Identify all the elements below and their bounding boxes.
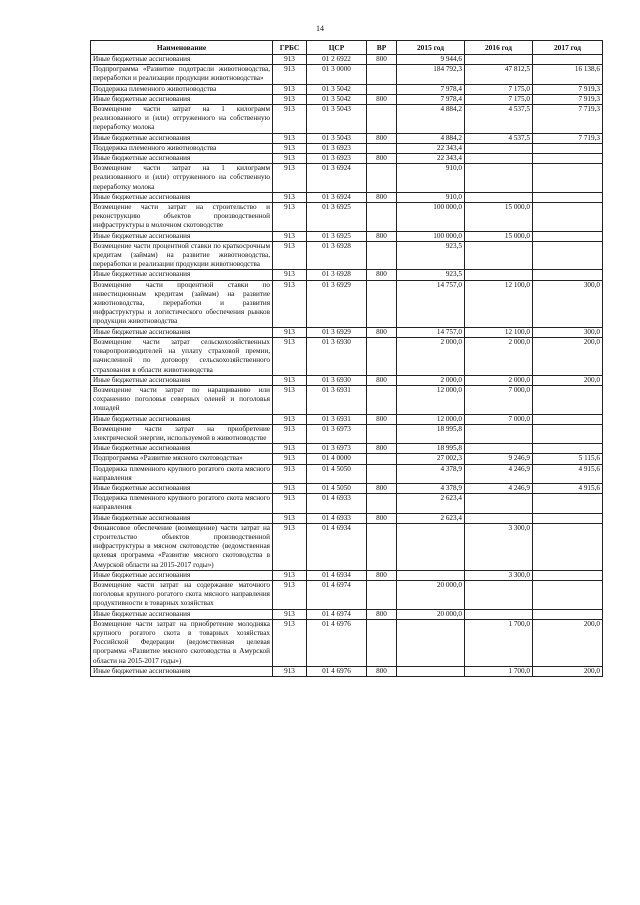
- table-row: [91, 231, 603, 241]
- row-2016-cell: 15 000,0: [465, 231, 533, 241]
- row-name-cell: Иные бюджетные ассигнования: [91, 133, 273, 143]
- row-2017-cell: 7 919,3: [533, 94, 603, 104]
- row-name-cell: Иные бюджетные ассигнования: [91, 270, 273, 280]
- row-csr-cell: 01 4 6976: [307, 619, 367, 666]
- row-name-cell: Иные бюджетные ассигнования: [91, 570, 273, 580]
- row-2015-cell: 4 884,2: [397, 105, 465, 134]
- row-vr-cell: [367, 337, 397, 375]
- row-grbs-cell: 913: [273, 94, 307, 104]
- row-grbs-cell: 913: [273, 327, 307, 337]
- row-csr-cell: 01 3 5042: [307, 94, 367, 104]
- row-2016-cell: 1 700,0: [465, 619, 533, 666]
- column-header-name: Наименование: [91, 41, 273, 55]
- row-2016-cell: [465, 241, 533, 270]
- row-vr-cell: 800: [367, 94, 397, 104]
- row-name-cell: Возмещение части затрат на приобретение электрической энергии, используемой в животноводстве: [91, 424, 273, 443]
- row-2017-cell: 200,0: [533, 619, 603, 666]
- row-grbs-cell: 913: [273, 84, 307, 94]
- row-grbs-cell: 913: [273, 375, 307, 385]
- row-vr-cell: [367, 464, 397, 483]
- row-2015-cell: 7 978,4: [397, 94, 465, 104]
- row-2017-cell: 16 138,6: [533, 65, 603, 84]
- row-csr-cell: 01 3 6923: [307, 143, 367, 153]
- row-vr-cell: [367, 424, 397, 443]
- row-csr-cell: 01 3 6924: [307, 192, 367, 202]
- row-name-cell: Иные бюджетные ассигнования: [91, 154, 273, 164]
- row-vr-cell: 800: [367, 513, 397, 523]
- row-grbs-cell: 913: [273, 241, 307, 270]
- table-row: [91, 192, 603, 202]
- row-grbs-cell: 913: [273, 164, 307, 193]
- row-2015-cell: 14 757,0: [397, 280, 465, 327]
- row-csr-cell: 01 3 6930: [307, 375, 367, 385]
- table-row: [91, 414, 603, 424]
- row-grbs-cell: 913: [273, 270, 307, 280]
- row-grbs-cell: 913: [273, 444, 307, 454]
- row-2016-cell: [465, 580, 533, 609]
- row-2015-cell: 4 884,2: [397, 133, 465, 143]
- row-csr-cell: 01 3 6925: [307, 203, 367, 232]
- row-grbs-cell: 913: [273, 570, 307, 580]
- table-row: [91, 483, 603, 493]
- row-name-cell: Иные бюджетные ассигнования: [91, 94, 273, 104]
- row-2017-cell: 300,0: [533, 280, 603, 327]
- row-grbs-cell: 913: [273, 483, 307, 493]
- row-name-cell: Иные бюджетные ассигнования: [91, 483, 273, 493]
- row-2015-cell: 22 343,4: [397, 154, 465, 164]
- row-2017-cell: [533, 385, 603, 414]
- row-name-cell: Иные бюджетные ассигнования: [91, 513, 273, 523]
- row-name-cell: Поддержка племенного животноводства: [91, 143, 273, 153]
- row-csr-cell: 01 4 0000: [307, 454, 367, 464]
- table-row: [91, 385, 603, 414]
- row-2016-cell: [465, 513, 533, 523]
- row-2016-cell: 7 175,0: [465, 84, 533, 94]
- table-row: [91, 424, 603, 443]
- row-name-cell: Подпрограмма «Развитие подотрасли животноводства, переработки и реализации продукции животноводства»: [91, 65, 273, 84]
- table-row: [91, 444, 603, 454]
- table-row: [91, 241, 603, 270]
- table-row: [91, 580, 603, 609]
- row-grbs-cell: 913: [273, 203, 307, 232]
- table-row: [91, 55, 603, 65]
- row-2016-cell: 4 246,9: [465, 464, 533, 483]
- row-2016-cell: 4 246,9: [465, 483, 533, 493]
- row-name-cell: Возмещение части затрат сельскохозяйственных товаропроизводителей на уплату страховой премии, начисленной по договору сельскохозяйственного страхования в области животноводства: [91, 337, 273, 375]
- row-2016-cell: [465, 444, 533, 454]
- row-2016-cell: 1 700,0: [465, 666, 533, 676]
- row-2016-cell: 4 537,5: [465, 105, 533, 134]
- row-2016-cell: 3 300,0: [465, 570, 533, 580]
- table-row: [91, 270, 603, 280]
- table-row: [91, 164, 603, 193]
- table-row: [91, 84, 603, 94]
- row-2017-cell: [533, 192, 603, 202]
- row-name-cell: Иные бюджетные ассигнования: [91, 444, 273, 454]
- row-csr-cell: 01 3 6973: [307, 444, 367, 454]
- row-2016-cell: 4 537,5: [465, 133, 533, 143]
- row-2016-cell: [465, 154, 533, 164]
- row-2016-cell: [465, 270, 533, 280]
- row-csr-cell: 01 3 5043: [307, 105, 367, 134]
- row-2017-cell: 7 719,3: [533, 133, 603, 143]
- row-2016-cell: 2 000,0: [465, 375, 533, 385]
- row-grbs-cell: 913: [273, 619, 307, 666]
- row-csr-cell: 01 4 5050: [307, 483, 367, 493]
- row-2016-cell: 12 100,0: [465, 327, 533, 337]
- row-grbs-cell: 913: [273, 65, 307, 84]
- row-name-cell: Иные бюджетные ассигнования: [91, 609, 273, 619]
- row-name-cell: Подпрограмма «Развитие мясного скотоводства»: [91, 454, 273, 464]
- row-grbs-cell: 913: [273, 133, 307, 143]
- row-vr-cell: 800: [367, 570, 397, 580]
- row-2015-cell: 7 978,4: [397, 84, 465, 94]
- row-grbs-cell: 913: [273, 580, 307, 609]
- row-csr-cell: 01 4 6976: [307, 666, 367, 676]
- column-header-2017: 2017 год: [533, 41, 603, 55]
- row-2016-cell: 9 246,9: [465, 454, 533, 464]
- row-csr-cell: 01 4 6933: [307, 513, 367, 523]
- table-row: [91, 619, 603, 666]
- row-2017-cell: 200,0: [533, 337, 603, 375]
- row-2015-cell: 12 000,0: [397, 414, 465, 424]
- row-csr-cell: 01 3 6929: [307, 327, 367, 337]
- row-2015-cell: 2 623,4: [397, 513, 465, 523]
- table-row: [91, 154, 603, 164]
- row-2016-cell: [465, 55, 533, 65]
- row-2015-cell: 100 000,0: [397, 231, 465, 241]
- row-2017-cell: [533, 154, 603, 164]
- row-2017-cell: [533, 164, 603, 193]
- row-2015-cell: 18 995,8: [397, 444, 465, 454]
- row-2016-cell: 47 812,5: [465, 65, 533, 84]
- row-csr-cell: 01 4 5050: [307, 464, 367, 483]
- row-2017-cell: [533, 570, 603, 580]
- row-vr-cell: 800: [367, 327, 397, 337]
- row-2015-cell: 923,5: [397, 241, 465, 270]
- row-2015-cell: 20 000,0: [397, 580, 465, 609]
- row-vr-cell: 800: [367, 375, 397, 385]
- row-vr-cell: 800: [367, 154, 397, 164]
- row-2015-cell: 910,0: [397, 164, 465, 193]
- row-vr-cell: [367, 143, 397, 153]
- row-2017-cell: 4 915,6: [533, 483, 603, 493]
- row-2017-cell: [533, 55, 603, 65]
- row-2017-cell: 5 115,6: [533, 454, 603, 464]
- row-name-cell: Иные бюджетные ассигнования: [91, 231, 273, 241]
- row-name-cell: Возмещение части затрат на содержание маточного поголовья крупного рогатого скота мясного направления продуктивности в товарных хозяйствах: [91, 580, 273, 609]
- table-row: [91, 609, 603, 619]
- row-vr-cell: 800: [367, 231, 397, 241]
- row-csr-cell: 01 3 6928: [307, 270, 367, 280]
- row-2016-cell: 2 000,0: [465, 337, 533, 375]
- row-grbs-cell: 913: [273, 143, 307, 153]
- row-2015-cell: 14 757,0: [397, 327, 465, 337]
- row-2016-cell: [465, 192, 533, 202]
- row-csr-cell: 01 3 6925: [307, 231, 367, 241]
- row-2015-cell: 9 944,6: [397, 55, 465, 65]
- row-csr-cell: 01 4 6934: [307, 570, 367, 580]
- row-vr-cell: [367, 580, 397, 609]
- column-header-2015: 2015 год: [397, 41, 465, 55]
- row-csr-cell: 01 4 6974: [307, 580, 367, 609]
- column-header-vr: ВР: [367, 41, 397, 55]
- row-csr-cell: 01 2 6922: [307, 55, 367, 65]
- row-2017-cell: [533, 414, 603, 424]
- row-name-cell: Поддержка племенного крупного рогатого скота мясного направления: [91, 464, 273, 483]
- row-csr-cell: 01 3 6973: [307, 424, 367, 443]
- table-row: [91, 143, 603, 153]
- row-2015-cell: 2 000,0: [397, 375, 465, 385]
- row-2015-cell: 910,0: [397, 192, 465, 202]
- table-row: [91, 570, 603, 580]
- row-2015-cell: 18 995,8: [397, 424, 465, 443]
- table-row: [91, 375, 603, 385]
- row-csr-cell: 01 3 6929: [307, 280, 367, 327]
- row-2015-cell: 2 623,4: [397, 494, 465, 513]
- table-row: [91, 513, 603, 523]
- row-grbs-cell: 913: [273, 454, 307, 464]
- row-csr-cell: 01 4 6934: [307, 523, 367, 570]
- row-name-cell: Возмещение части затрат на 1 килограмм реализованного и (или) отгруженного на собственную переработку молока: [91, 105, 273, 134]
- row-csr-cell: 01 3 5043: [307, 133, 367, 143]
- row-2017-cell: 200,0: [533, 375, 603, 385]
- row-grbs-cell: 913: [273, 414, 307, 424]
- row-vr-cell: 800: [367, 414, 397, 424]
- row-name-cell: Иные бюджетные ассигнования: [91, 375, 273, 385]
- row-2017-cell: [533, 513, 603, 523]
- row-name-cell: Возмещение части процентной ставки по краткосрочным кредитам (займам) на развитие животноводства, переработки и реализации продукции животноводства: [91, 241, 273, 270]
- row-2015-cell: 2 000,0: [397, 337, 465, 375]
- row-vr-cell: 800: [367, 55, 397, 65]
- row-name-cell: Возмещение части затрат на 1 килограмм реализованного и (или) отгруженного на собственную переработку молока: [91, 164, 273, 193]
- row-2016-cell: 15 000,0: [465, 203, 533, 232]
- row-grbs-cell: 913: [273, 464, 307, 483]
- row-2015-cell: 4 378,9: [397, 483, 465, 493]
- row-2017-cell: 4 915,6: [533, 464, 603, 483]
- table-row: [91, 203, 603, 232]
- row-2015-cell: [397, 666, 465, 676]
- row-2017-cell: [533, 270, 603, 280]
- row-2016-cell: [465, 143, 533, 153]
- row-vr-cell: [367, 84, 397, 94]
- row-2016-cell: 12 100,0: [465, 280, 533, 327]
- row-2015-cell: 22 343,4: [397, 143, 465, 153]
- table-row: [91, 105, 603, 134]
- row-2015-cell: 20 000,0: [397, 609, 465, 619]
- row-vr-cell: 800: [367, 483, 397, 493]
- row-grbs-cell: 913: [273, 424, 307, 443]
- row-csr-cell: 01 3 0000: [307, 65, 367, 84]
- row-grbs-cell: 913: [273, 192, 307, 202]
- table-row: [91, 666, 603, 676]
- row-csr-cell: 01 3 6931: [307, 385, 367, 414]
- table-header: [91, 41, 603, 55]
- row-vr-cell: [367, 241, 397, 270]
- row-2017-cell: [533, 231, 603, 241]
- row-name-cell: Возмещение части затрат на строительство и реконструкцию объектов производственной инфраструктуры в молочном скотоводстве: [91, 203, 273, 232]
- row-vr-cell: [367, 203, 397, 232]
- row-name-cell: Иные бюджетные ассигнования: [91, 414, 273, 424]
- row-name-cell: Иные бюджетные ассигнования: [91, 666, 273, 676]
- table-row: [91, 523, 603, 570]
- row-vr-cell: 800: [367, 444, 397, 454]
- row-2016-cell: 7 000,0: [465, 414, 533, 424]
- row-grbs-cell: 913: [273, 513, 307, 523]
- row-name-cell: Иные бюджетные ассигнования: [91, 192, 273, 202]
- row-csr-cell: 01 3 6928: [307, 241, 367, 270]
- row-grbs-cell: 913: [273, 55, 307, 65]
- row-grbs-cell: 913: [273, 385, 307, 414]
- row-vr-cell: 800: [367, 666, 397, 676]
- row-2017-cell: 7 719,3: [533, 105, 603, 134]
- row-grbs-cell: 913: [273, 666, 307, 676]
- row-vr-cell: [367, 105, 397, 134]
- row-vr-cell: 800: [367, 609, 397, 619]
- row-2017-cell: 300,0: [533, 327, 603, 337]
- row-vr-cell: 800: [367, 270, 397, 280]
- row-2016-cell: [465, 424, 533, 443]
- row-2016-cell: 3 300,0: [465, 523, 533, 570]
- row-csr-cell: 01 3 6930: [307, 337, 367, 375]
- row-grbs-cell: 913: [273, 609, 307, 619]
- column-header-2016: 2016 год: [465, 41, 533, 55]
- row-grbs-cell: 913: [273, 337, 307, 375]
- table-row: [91, 65, 603, 84]
- row-grbs-cell: 913: [273, 105, 307, 134]
- row-2015-cell: 12 000,0: [397, 385, 465, 414]
- row-2017-cell: [533, 523, 603, 570]
- row-vr-cell: [367, 385, 397, 414]
- row-grbs-cell: 913: [273, 154, 307, 164]
- row-csr-cell: 01 4 6933: [307, 494, 367, 513]
- row-vr-cell: 800: [367, 192, 397, 202]
- row-2015-cell: [397, 523, 465, 570]
- row-2017-cell: 7 919,3: [533, 84, 603, 94]
- row-grbs-cell: 913: [273, 494, 307, 513]
- row-vr-cell: [367, 164, 397, 193]
- table-row: [91, 454, 603, 464]
- row-name-cell: Финансовое обеспечение (возмещение) части затрат на строительство объектов производственной инфраструктуры в мясном скотоводстве (ведомственная целевая программа «Развитие мясного скотоводства в Амурской области на 2015-2017 годы»): [91, 523, 273, 570]
- row-grbs-cell: 913: [273, 231, 307, 241]
- row-2017-cell: [533, 609, 603, 619]
- table-row: [91, 133, 603, 143]
- row-csr-cell: 01 4 6974: [307, 609, 367, 619]
- row-name-cell: Поддержка племенного животноводства: [91, 84, 273, 94]
- row-2015-cell: [397, 570, 465, 580]
- table-body: [91, 55, 603, 677]
- row-vr-cell: [367, 494, 397, 513]
- row-2015-cell: 4 378,9: [397, 464, 465, 483]
- row-2016-cell: 7 175,0: [465, 94, 533, 104]
- page-number: 14: [316, 24, 324, 33]
- row-name-cell: Иные бюджетные ассигнования: [91, 327, 273, 337]
- row-vr-cell: [367, 65, 397, 84]
- row-2015-cell: 100 000,0: [397, 203, 465, 232]
- row-2017-cell: [533, 241, 603, 270]
- row-2015-cell: 27 002,3: [397, 454, 465, 464]
- row-2017-cell: [533, 494, 603, 513]
- row-2017-cell: [533, 580, 603, 609]
- row-name-cell: Возмещение части затрат на приобретение молодняка крупного рогатого скота в товарных хозяйствах Российской Федерации (ведомственная целевая программа «Развитие мясного скотоводства в Амурской области на 2015-2017 годы»): [91, 619, 273, 666]
- table-row: [91, 464, 603, 483]
- table-row: [91, 337, 603, 375]
- row-2017-cell: [533, 203, 603, 232]
- row-vr-cell: [367, 523, 397, 570]
- row-vr-cell: [367, 280, 397, 327]
- row-2016-cell: 7 000,0: [465, 385, 533, 414]
- row-csr-cell: 01 3 6923: [307, 154, 367, 164]
- row-name-cell: Возмещение части процентной ставки по инвестиционным кредитам (займам) на развитие животноводства, переработки и развития инфраструктуры и логистического обеспечения рынков продукции животноводства: [91, 280, 273, 327]
- row-vr-cell: [367, 454, 397, 464]
- row-2015-cell: 184 792,3: [397, 65, 465, 84]
- row-2016-cell: [465, 609, 533, 619]
- row-csr-cell: 01 3 5042: [307, 84, 367, 94]
- table-row: [91, 280, 603, 327]
- row-2017-cell: [533, 143, 603, 153]
- table-row: [91, 327, 603, 337]
- row-name-cell: Иные бюджетные ассигнования: [91, 55, 273, 65]
- table-row: [91, 494, 603, 513]
- row-2016-cell: [465, 494, 533, 513]
- row-csr-cell: 01 3 6931: [307, 414, 367, 424]
- row-grbs-cell: 913: [273, 280, 307, 327]
- column-header-grbs: ГРБС: [273, 41, 307, 55]
- row-vr-cell: 800: [367, 133, 397, 143]
- row-2017-cell: [533, 424, 603, 443]
- row-2017-cell: [533, 444, 603, 454]
- row-2015-cell: 923,5: [397, 270, 465, 280]
- budget-table: [90, 40, 603, 677]
- table-row: [91, 94, 603, 104]
- row-2015-cell: [397, 619, 465, 666]
- row-name-cell: Возмещение части затрат по наращиванию или сохранению поголовья северных оленей и поголовья лошадей: [91, 385, 273, 414]
- row-vr-cell: [367, 619, 397, 666]
- row-grbs-cell: 913: [273, 523, 307, 570]
- row-csr-cell: 01 3 6924: [307, 164, 367, 193]
- row-name-cell: Поддержка племенного крупного рогатого скота мясного направления: [91, 494, 273, 513]
- column-header-csr: ЦСР: [307, 41, 367, 55]
- row-2016-cell: [465, 164, 533, 193]
- row-2017-cell: 200,0: [533, 666, 603, 676]
